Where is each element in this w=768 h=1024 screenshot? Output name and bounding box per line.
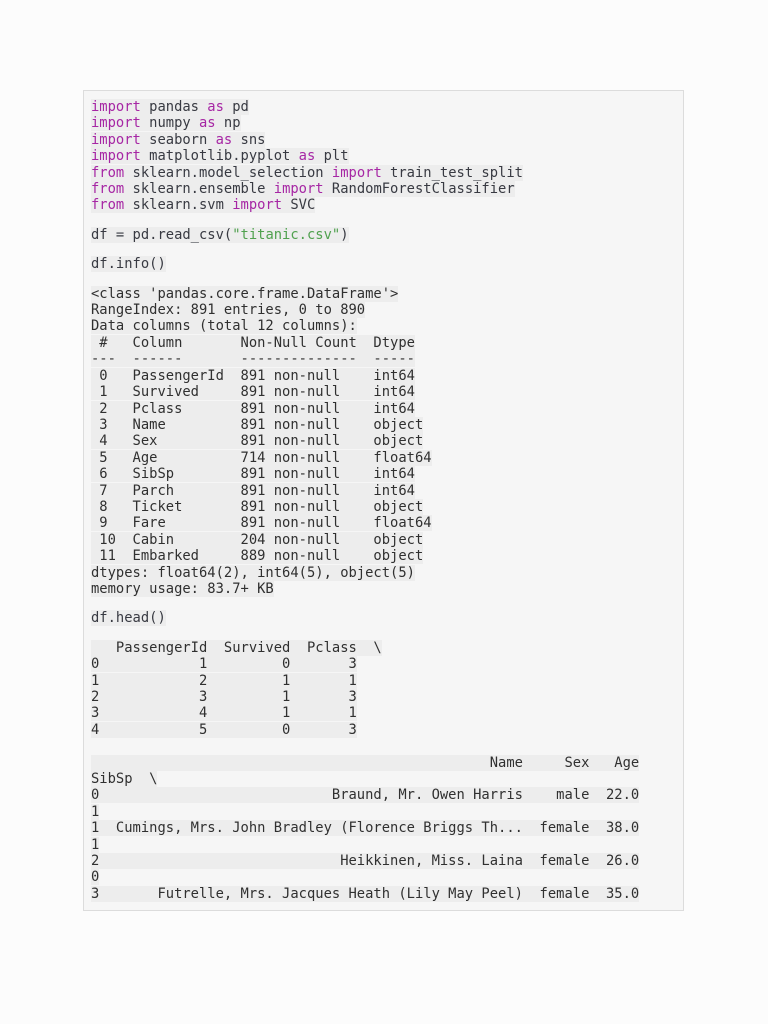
keyword-token: from — [91, 181, 125, 198]
output-line — [91, 466, 676, 482]
line-highlight — [91, 197, 315, 213]
line-highlight — [91, 771, 157, 787]
code-line — [91, 197, 676, 213]
line-highlight — [91, 132, 265, 148]
plain-token: 4 5 0 3 — [91, 721, 357, 738]
output-line — [91, 368, 676, 384]
line-highlight — [91, 115, 241, 131]
output-line — [91, 738, 676, 754]
output-line — [91, 565, 676, 581]
code-imports — [91, 99, 676, 214]
plain-token: plt — [315, 148, 349, 165]
line-highlight — [91, 689, 357, 705]
code-line — [91, 181, 676, 197]
keyword-token: import — [232, 197, 283, 214]
output-line — [91, 450, 676, 466]
plain-token: 8 Ticket 891 non-null object — [91, 498, 424, 515]
line-highlight — [91, 368, 415, 384]
line-highlight — [91, 755, 639, 771]
plain-token: 2 Heikkinen, Miss. Laina female 26.0 — [91, 853, 640, 870]
output-line — [91, 318, 676, 334]
line-highlight — [91, 886, 639, 902]
output-line — [91, 722, 676, 738]
plain-token: PassengerId Survived Pclass \ — [91, 639, 382, 656]
code-read-csv — [91, 227, 676, 243]
output-line — [91, 581, 676, 597]
output-line — [91, 853, 676, 869]
plain-token: 4 Sex 891 non-null object — [91, 433, 424, 450]
plain-token: 6 SibSp 891 non-null int64 — [91, 466, 415, 483]
line-highlight — [91, 820, 639, 836]
plain-token: 2 3 1 3 — [91, 689, 357, 705]
plain-token: 0 1 0 3 — [91, 656, 357, 673]
line-highlight — [91, 722, 357, 738]
output-line — [91, 532, 676, 548]
string-token: "titanic.csv" — [232, 226, 341, 243]
output-line — [91, 433, 676, 449]
keyword-token: import — [91, 115, 141, 132]
line-highlight — [91, 705, 357, 721]
line-highlight — [91, 499, 423, 515]
line-highlight — [91, 148, 349, 164]
plain-token: seaborn — [140, 131, 216, 148]
plain-token: Name Sex Age — [91, 754, 640, 771]
output-line — [91, 804, 676, 820]
code-document — [83, 90, 684, 911]
output-line — [91, 384, 676, 400]
line-highlight — [91, 787, 639, 803]
line-highlight — [91, 565, 415, 581]
plain-token: dtypes: float64(2), int64(5), object(5) — [91, 564, 415, 581]
output-line — [91, 656, 676, 672]
keyword-token: import — [91, 131, 141, 148]
code-line — [91, 99, 676, 115]
keyword-token: import — [331, 164, 382, 181]
plain-token: 10 Cabin 204 non-null object — [91, 531, 424, 548]
line-highlight — [91, 165, 523, 181]
output-line — [91, 640, 676, 656]
code-line — [91, 115, 676, 131]
plain-token: train_test_split — [381, 164, 523, 181]
output-line — [91, 335, 676, 351]
plain-token: sns — [232, 131, 266, 148]
line-highlight — [91, 401, 415, 417]
line-highlight — [91, 318, 357, 334]
code-line — [91, 227, 676, 243]
line-highlight — [91, 581, 274, 597]
output-line — [91, 771, 676, 787]
output-line — [91, 286, 676, 302]
code-line — [91, 610, 676, 626]
output-line — [91, 548, 676, 564]
plain-token: 0 Braund, Mr. Owen Harris male 22.0 — [91, 787, 640, 804]
line-highlight — [91, 466, 415, 482]
line-highlight — [91, 335, 415, 351]
plain-token: 3 Futrelle, Mrs. Jacques Heath (Lily May Peel) female 35.0 — [91, 885, 640, 902]
code-line — [91, 148, 676, 164]
line-highlight — [91, 610, 166, 626]
keyword-token: from — [91, 197, 125, 214]
plain-token: 3 Name 891 non-null object — [91, 416, 424, 433]
plain-token: ) — [340, 226, 349, 243]
line-highlight — [91, 302, 365, 318]
output-df-info — [91, 286, 676, 598]
line-highlight — [91, 384, 415, 400]
output-line — [91, 705, 676, 721]
line-highlight — [91, 853, 639, 869]
line-highlight — [91, 656, 357, 672]
output-line — [91, 351, 676, 367]
line-highlight — [91, 548, 423, 564]
plain-token: 1 — [91, 836, 100, 853]
line-highlight — [91, 286, 398, 302]
plain-token: 0 — [91, 869, 100, 886]
line-highlight — [91, 433, 423, 449]
line-highlight — [91, 532, 423, 548]
output-line — [91, 820, 676, 836]
plain-token: 9 Fare 891 non-null float64 — [91, 515, 432, 532]
keyword-token: import — [91, 148, 141, 165]
output-line — [91, 869, 676, 885]
keyword-token: as — [215, 131, 233, 148]
line-highlight — [91, 181, 515, 197]
plain-token: 1 2 1 1 — [91, 672, 357, 689]
keyword-token: as — [199, 115, 216, 132]
plain-token: sklearn.model_selection — [124, 164, 332, 181]
output-line — [91, 787, 676, 803]
plain-token: pd — [223, 99, 249, 115]
line-highlight — [91, 99, 249, 115]
line-highlight — [91, 417, 423, 433]
output-line — [91, 483, 676, 499]
plain-token: 0 PassengerId 891 non-null int64 — [91, 367, 415, 384]
code-line — [91, 165, 676, 181]
plain-token: 1 Survived 891 non-null int64 — [91, 384, 415, 401]
output-line — [91, 499, 676, 515]
keyword-token: import — [273, 181, 324, 198]
plain-token: 11 Embarked 889 non-null object — [91, 548, 424, 565]
output-df-head — [91, 640, 676, 902]
plain-token: --- ------ -------------- ----- — [91, 351, 415, 368]
plain-token: 1 Cumings, Mrs. John Bradley (Florence Briggs Th... female 38.0 — [91, 820, 640, 837]
plain-token: 5 Age 714 non-null float64 — [91, 449, 432, 466]
output-line — [91, 886, 676, 902]
line-highlight — [91, 256, 166, 272]
line-highlight — [91, 804, 99, 820]
plain-token: sklearn.ensemble — [124, 181, 274, 198]
line-highlight — [91, 673, 357, 689]
plain-token: df.head() — [91, 610, 166, 627]
line-highlight — [91, 351, 415, 367]
plain-token: df.info() — [91, 256, 166, 273]
line-highlight — [91, 837, 99, 853]
plain-token: SVC — [282, 197, 316, 214]
plain-token: numpy — [140, 115, 199, 132]
keyword-token: as — [207, 99, 224, 115]
output-line — [91, 837, 676, 853]
output-line — [91, 673, 676, 689]
plain-token: pandas — [140, 99, 208, 115]
output-line — [91, 515, 676, 531]
plain-token: 2 Pclass 891 non-null int64 — [91, 400, 415, 417]
code-line — [91, 256, 676, 272]
output-line — [91, 689, 676, 705]
line-highlight — [91, 450, 432, 466]
plain-token: np — [215, 115, 241, 132]
plain-token: Data columns (total 12 columns): — [91, 318, 357, 335]
plain-token: 1 — [91, 803, 100, 820]
plain-token: matplotlib.pyplot — [140, 148, 299, 165]
keyword-token: as — [298, 148, 316, 165]
plain-token: <class 'pandas.core.frame.DataFrame'> — [91, 285, 399, 302]
output-line — [91, 302, 676, 318]
line-highlight — [91, 869, 99, 885]
plain-token: SibSp \ — [91, 771, 158, 788]
keyword-token: import — [91, 99, 141, 115]
plain-token: 3 4 1 1 — [91, 705, 357, 722]
line-highlight — [91, 483, 415, 499]
plain-token: sklearn.svm — [124, 197, 233, 214]
plain-token: RandomForestClassifier — [323, 181, 515, 198]
output-line — [91, 401, 676, 417]
plain-token: RangeIndex: 891 entries, 0 to 890 — [91, 302, 366, 319]
output-line — [91, 755, 676, 771]
plain-token: df = pd.read_csv( — [91, 226, 233, 243]
line-highlight — [91, 227, 349, 243]
plain-token: memory usage: 83.7+ KB — [91, 580, 274, 597]
line-highlight — [91, 640, 382, 656]
output-line — [91, 417, 676, 433]
plain-token: 7 Parch 891 non-null int64 — [91, 482, 415, 499]
code-df-head — [91, 610, 676, 626]
code-df-info — [91, 256, 676, 272]
line-highlight — [91, 515, 432, 531]
code-line — [91, 132, 676, 148]
keyword-token: from — [91, 164, 125, 181]
plain-token: # Column Non-Null Count Dtype — [91, 334, 415, 351]
